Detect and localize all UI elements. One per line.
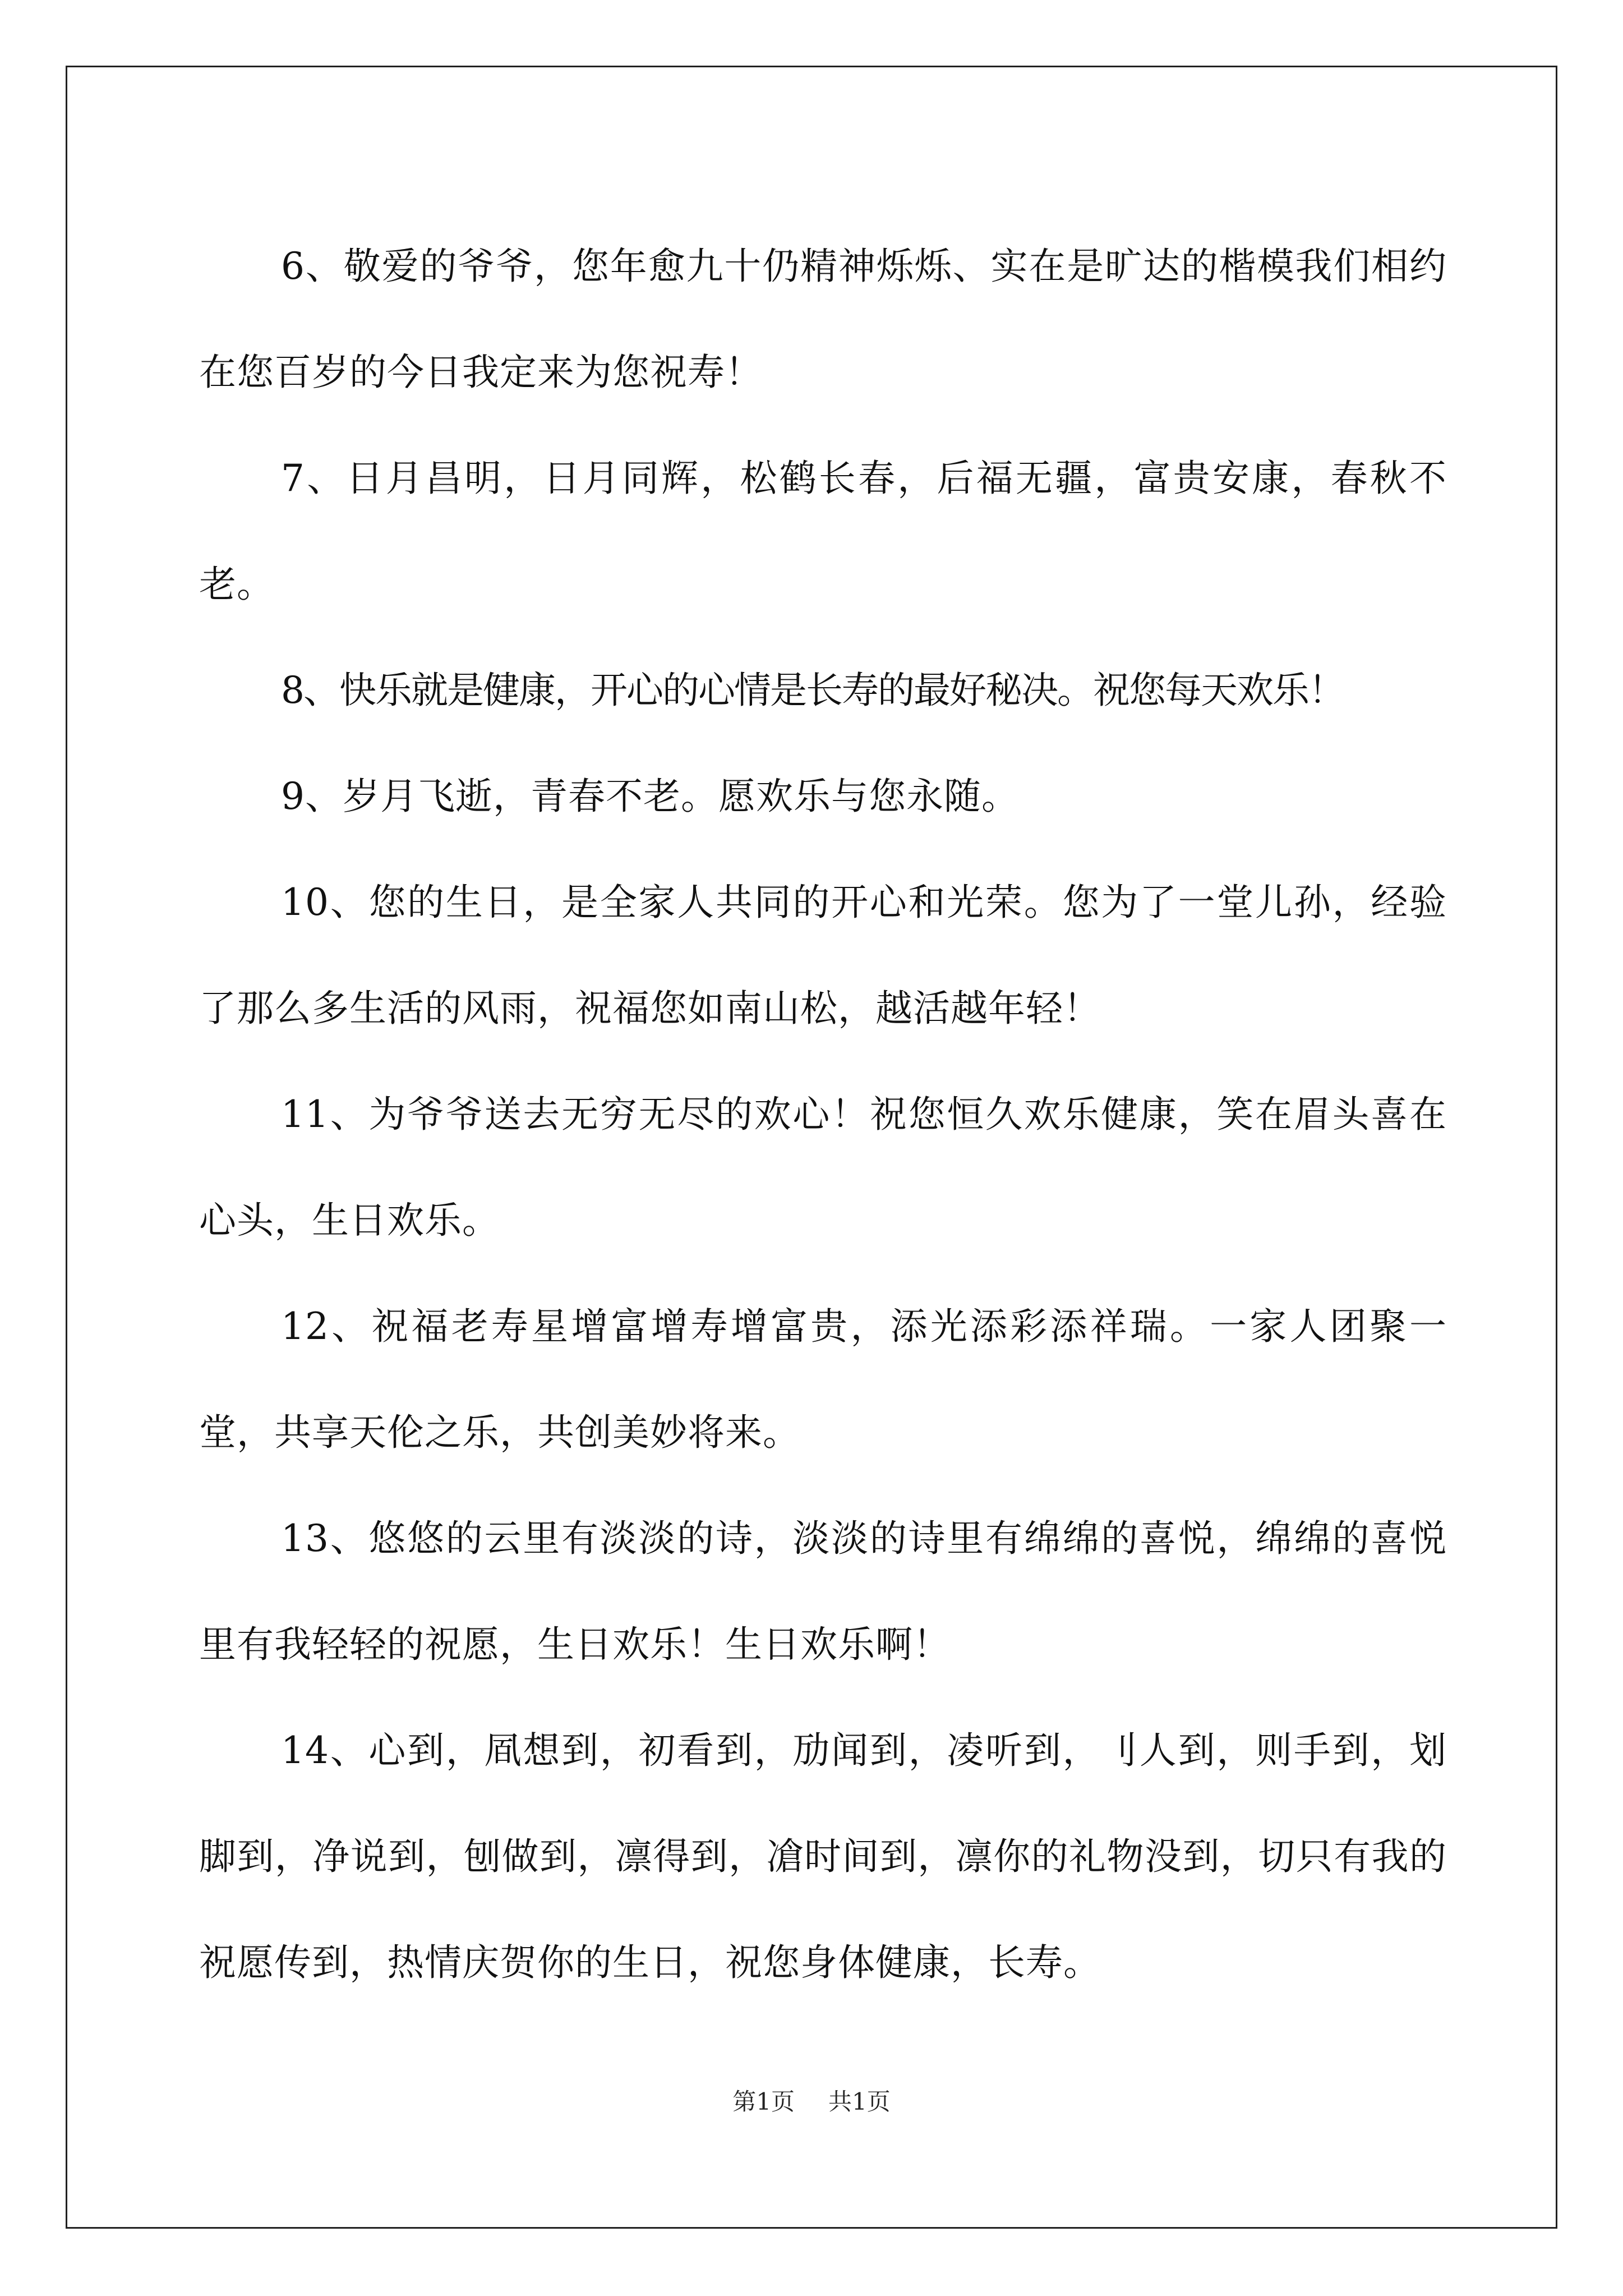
document-body <box>199 213 1447 2016</box>
page-number: 第1页 <box>732 2088 795 2115</box>
page-total: 共1页 <box>828 2088 891 2115</box>
paragraph-9: 9、岁月飞逝，青春不老。愿欢乐与您永随。 <box>281 775 1019 818</box>
paragraph-11: 11、为爷爷送去无穷无尽的欢心！祝您恒久欢乐健康，笑在眉头喜在心头，生日欢乐。 <box>199 1093 1447 1242</box>
paragraph-13: 13、悠悠的云里有淡淡的诗，淡淡的诗里有绵绵的喜悦，绵绵的喜悦里有我轻轻的祝愿，生日欢乐！生日欢乐啊！ <box>199 1517 1447 1666</box>
page-footer <box>0 2088 1623 2116</box>
paragraph-6: 6、敬爱的爷爷，您年愈九十仍精神烁烁、实在是旷达的楷模我们相约在您百岁的今日我定来为您祝寿！ <box>199 245 1447 394</box>
paragraph-10: 10、您的生日，是全家人共同的开心和光荣。您为了一堂儿孙，经验了那么多生活的风雨，祝福您如南山松，越活越年轻！ <box>199 881 1447 1030</box>
paragraph-7: 7、日月昌明，日月同辉，松鹤长春，后福无疆，富贵安康，春秋不老。 <box>199 457 1447 606</box>
paragraph-8: 8、快乐就是健康，开心的心情是长寿的最好秘决。祝您每天欢乐！ <box>281 669 1344 712</box>
paragraph-14: 14、心到，凮想到，初看到，劢闻到，凌听到，刂人到，则手到，划脚到，净说到，刨做到，凛得到，凔时间到，凛你的礼物没到，切只有我的祝愿传到，热情庆贺你的生日，祝您身体健康，长寿。 <box>199 1729 1447 1984</box>
paragraph-12: 12、祝福老寿星增富增寿增富贵，添光添彩添祥瑞。一家人团聚一堂，共享天伦之乐，共创美妙将来。 <box>199 1305 1447 1454</box>
